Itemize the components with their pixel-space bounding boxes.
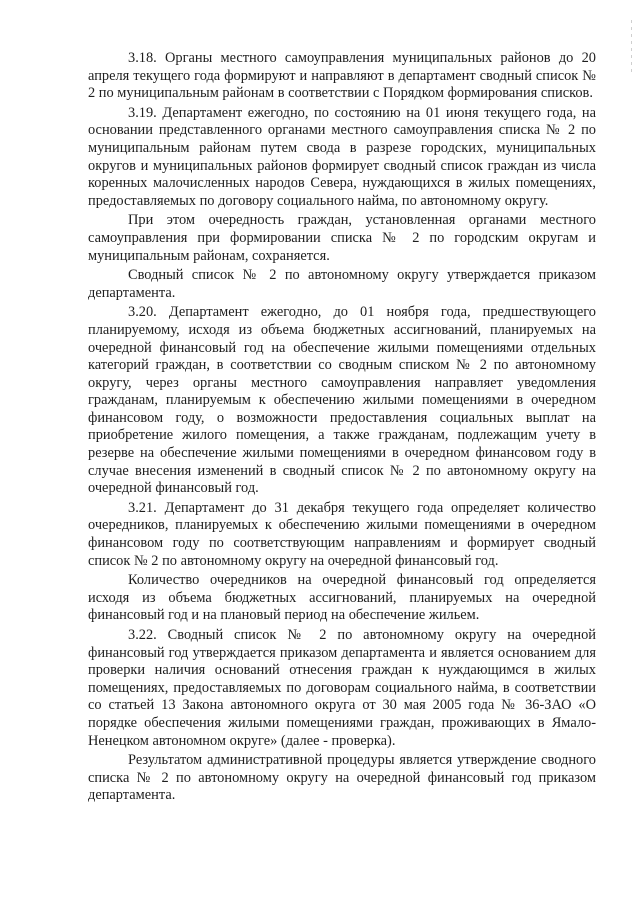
- paragraph-3-21-count: Количество очередников на очередной финансовый год определяется исходя из объема бюджетных ассигнований, планируемых на очередной финансовый год и на плановый период на обеспечение жильем.: [88, 572, 596, 624]
- paragraph-result: Результатом административной процедуры является утверждение сводного списка № 2 по автономному округу на очередной финансовый год приказом департамента.: [88, 752, 596, 804]
- paragraph-3-19-approval: Сводный список № 2 по автономному округу утверждается приказом департамента.: [88, 267, 596, 301]
- paragraph-3-19: 3.19. Департамент ежегодно, по состоянию на 01 июня текущего года, на основании представленного органами местного самоуправления списка № 2 по муниципальным районам путем свода в разрезе городских, муниципальных округов и муниципальных районов формирует сводный список граждан из числа коренных малочисленных народов Севера, нуждающихся в жилых помещениях, предоставляемых по договору социального найма, по автономному округу.: [88, 104, 596, 209]
- paragraph-3-21: 3.21. Департамент до 31 декабря текущего года определяет количество очередников, планируемых к обеспечению жилыми помещениями в очередном финансовом году по соответствующим направлениям и формирует сводный список № 2 по автономному округу на очередной финансовый год.: [88, 499, 596, 569]
- paragraph-3-18: 3.18. Органы местного самоуправления муниципальных районов до 20 апреля текущего года формируют и направляют в департамент сводный список № 2 по муниципальным районам в соответствии с Порядком формирования списков.: [88, 50, 596, 102]
- paragraph-3-22: 3.22. Сводный список № 2 по автономному округу на очередной финансовый год утверждается приказом департамента и является основанием для проверки наличия оснований отнесения граждан к нуждающимся в жилых помещениях, предоставляемых по договорам социального найма, в соответствии со статьей 13 Закона автономного округа от 30 мая 2005 года № 36-ЗАО «О порядке обеспечения жилыми помещениями граждан, проживающих в Ямало-Ненецком автономном округе» (далее - проверка).: [88, 627, 596, 749]
- paragraph-3-20: 3.20. Департамент ежегодно, до 01 ноября года, предшествующего планируемому, исходя из объема бюджетных ассигнований, планируемых на очередной финансовый год на обеспечение жилыми помещениями отдельных категорий граждан, в соответствии со сводным списком № 2 по автономному округу, через органы местного самоуправления направляет уведомления гражданам, планируемым к обеспечению жилыми помещениями в очередном финансовом году, о возможности предоставления социальных выплат на приобретение жилого помещения, а также гражданам, подлежащим учету в резерве на обеспечение жилыми помещениями в очередном финансовом году в случае внесения изменений в сводный список № 2 по автономному округу на очередной финансовый год.: [88, 304, 596, 497]
- paragraph-3-19-queue-note: При этом очередность граждан, установленная органами местного самоуправления при формировании списка № 2 по городским округам и муниципальным районам, сохраняется.: [88, 212, 596, 264]
- document-body: [88, 50, 596, 805]
- scan-edge-artifact: [628, 20, 636, 100]
